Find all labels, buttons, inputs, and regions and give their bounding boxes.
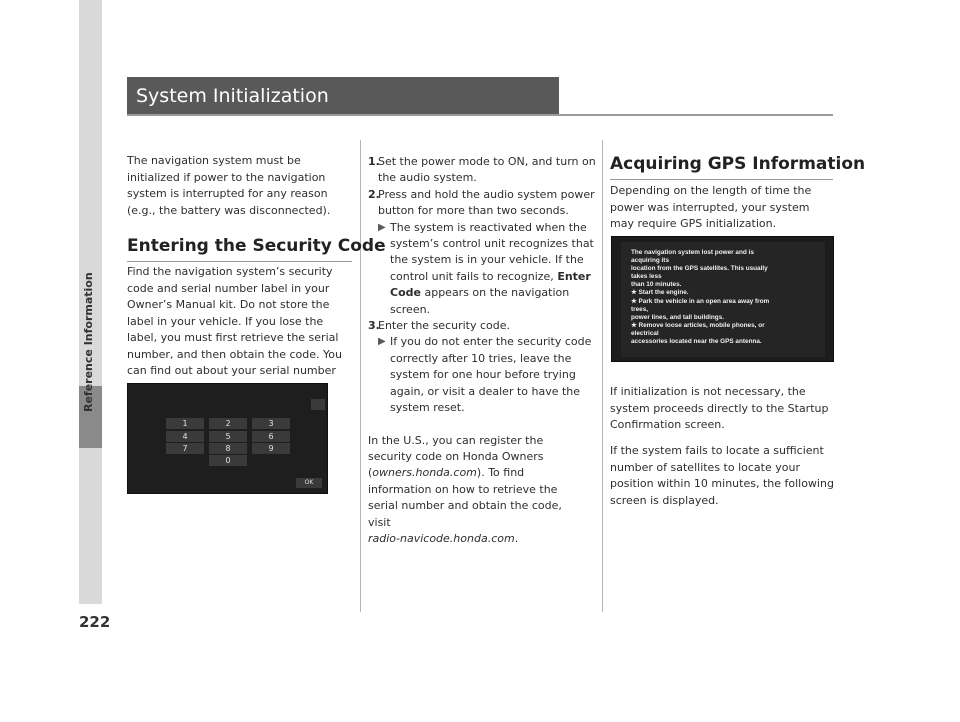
side-tab-label-text: Reference Information [82,272,95,412]
step-2-text: Press and hold the audio system power button for more than two seconds. [378,187,595,218]
keypad-key-2: 2 [209,418,247,429]
gps-line: location from the GPS satellites. This usually [631,265,768,273]
gps-line: ★ Park the vehicle in an open area away from [631,297,770,305]
gps-intro-paragraph: Depending on the length of time the power was interrupted, your system may require GPS initialization. [610,184,812,230]
gps-line: trees, [631,305,649,313]
step-3-number: 3. [368,319,380,333]
us-registration-paragraph [368,433,580,548]
keypad-key-6: 6 [252,431,290,442]
security-code-title: Entering the Security Code [127,236,386,256]
steps-list [368,154,596,547]
gps-fail-paragraph: If the system fails to locate a sufficient number of satellites to locate your position within 10 minutes, the following screen is displayed. [610,444,834,507]
arrow-icon: ▶ [378,221,386,233]
step-3 [368,318,596,416]
enter-code-label: Enter Code [390,269,591,300]
security-title-rule [127,261,352,262]
keypad-key-0: 0 [209,455,247,466]
gps-line: takes less [631,273,662,281]
step-1-text: Set the power mode to ON, and turn on the audio system. [378,155,596,185]
security-code-keypad-screen [127,383,328,494]
section-header [127,77,559,115]
step-2-substep [378,220,596,318]
keypad-corner-button [311,399,325,410]
us-registration-text: In the U.S., you can register the security code on Honda Owners ( [368,433,544,480]
step-1 [368,154,596,187]
step-3-text: Enter the security code. [378,319,511,333]
keypad-key-4: 4 [166,431,204,442]
keypad-key-1: 1 [166,418,204,429]
step-2 [368,187,596,318]
step-2-sub-text-end: appears on the navigation screen. [390,286,570,316]
step-2-sub-text: The system is reactivated when the system’s control unit recognizes that the system is in your vehicle. If the control unit fails to recognize, [390,220,594,283]
keypad-key-3: 3 [252,418,290,429]
gps-title-rule [610,179,833,180]
intro-paragraph: The navigation system must be initialized if power to the navigation system is interrupted for any reason (e.g., the battery was disconnected). [127,154,331,217]
gps-line: ★ Remove loose articles, mobile phones, or [631,321,765,329]
section-header-title: System Initialization [136,85,329,107]
us-registration-text-middle: ). To find information on how to retrieve the serial number and obtain the code, visit [368,466,562,529]
keypad-key-9: 9 [252,443,290,454]
header-rule [127,114,833,116]
keypad-key-5: 5 [209,431,247,442]
gps-section-title: Acquiring GPS Information [610,154,866,174]
gps-acquiring-screen [611,236,834,362]
gps-line: power lines, and tall buildings. [631,313,725,321]
gps-not-needed-paragraph: If initialization is not necessary, the system proceeds directly to the Startup Confirmation screen. [610,385,829,431]
gps-line: electrical [631,329,659,337]
column-divider-left [360,140,361,612]
arrow-icon: ▶ [378,336,386,348]
owners-honda-link[interactable]: owners.honda.com [372,466,477,480]
step-1-number: 1. [368,155,380,168]
keypad-key-7: 7 [166,443,204,454]
keypad-key-8: 8 [209,443,247,454]
gps-line: acquiring its [631,257,669,265]
us-registration-text-end: . [514,531,519,545]
column-divider-right [602,140,603,612]
keypad-ok-button: OK [296,478,322,488]
page-number: 222 [79,613,111,631]
step-2-number: 2. [368,187,380,201]
radio-navicode-link[interactable]: radio-navicode.honda.com [368,531,515,545]
gps-line: ★ Start the engine. [631,289,689,297]
gps-line: than 10 minutes. [631,281,682,289]
gps-message-text [631,249,831,346]
gps-line: The navigation system lost power and is [631,249,754,256]
gps-line: accessories located near the GPS antenna. [631,338,762,346]
security-code-paragraph: Find the navigation system’s security code and serial number label in your Owner’s Manual kit. Do not store the label in your vehicle. If you lose the label, you must first retrieve the serial number, and then obtain the code. You can find out about your serial number [127,265,342,377]
step-3-substep [378,334,596,416]
step-3-sub-text: If you do not enter the security code correctly after 10 tries, leave the system for one hour before trying again, or visit a dealer to have the system reset. [390,335,592,415]
